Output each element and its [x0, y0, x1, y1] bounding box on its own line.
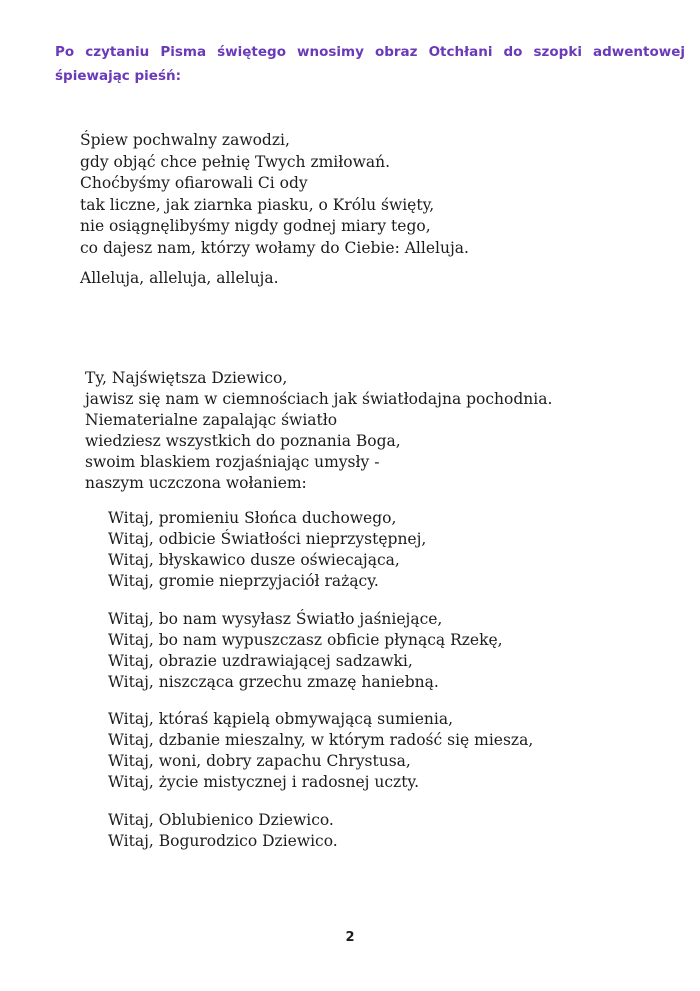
salutation-line: Witaj, odbicie Światłości nieprzystępnej, — [108, 530, 427, 548]
salutation-line: Witaj, obrazie uzdrawiającej sadzawki, — [108, 652, 413, 670]
kontakion-text — [80, 130, 469, 259]
salutation-line: Witaj, Bogurodzico Dziewico. — [108, 832, 338, 850]
verse-line: nie osiągnęlibyśmy nigdy godnej miary tego, — [80, 217, 431, 235]
salutation-line: Witaj, któraś kąpielą obmywającą sumienia, — [108, 710, 454, 728]
salutation-line: Witaj, niszcząca grzechu zmazę haniebną. — [108, 673, 439, 691]
salutation-line: Witaj, błyskawico dusze oświecająca, — [108, 551, 400, 569]
salutation-line: Witaj, woni, dobry zapachu Chrystusa, — [108, 752, 411, 770]
salutation-line: Witaj, Oblubienico Dziewico. — [108, 811, 334, 829]
salutation-stanza-1 — [108, 508, 426, 592]
closing-salutations — [108, 810, 338, 852]
salutation-line: Witaj, życie mistycznej i radosnej uczty. — [108, 773, 420, 791]
verse-line: naszym uczczona wołaniem: — [85, 474, 307, 492]
salutation-line: Witaj, promieniu Słońca duchowego, — [108, 509, 397, 527]
salutation-stanza-3 — [108, 709, 533, 793]
verse-line: jawisz się nam w ciemnościach jak światłodajna pochodnia. — [85, 390, 553, 408]
salutation-line: Witaj, bo nam wypuszczasz obficie płynącą Rzekę, — [108, 631, 503, 649]
salutation-line: Witaj, gromie nieprzyjaciół rażący. — [108, 572, 379, 590]
salutation-line: Witaj, bo nam wysyłasz Światło jaśniejące, — [108, 610, 443, 628]
page-number: 2 — [345, 930, 355, 945]
verse-line: tak liczne, jak ziarnka piasku, o Królu święty, — [80, 195, 435, 214]
refrain — [80, 268, 279, 290]
verse-line: Śpiew pochwalny zawodzi, — [80, 131, 290, 149]
salutation-stanza-2 — [108, 609, 503, 693]
verse-line: co dajesz nam, którzy wołamy do Ciebie: Alleluja. — [80, 238, 469, 257]
verse-line: wiedziesz wszystkich do poznania Boga, — [85, 432, 401, 450]
verse-line: Ty, Najświętsza Dziewico, — [85, 369, 288, 387]
verse-line: Niematerialne zapalając światło — [85, 411, 338, 429]
verse-line: swoim blaskiem rozjaśniając umysły - — [85, 453, 380, 471]
verse-line: gdy objąć chce pełnię Twych zmiłowań. — [80, 152, 391, 171]
verse-line: Choćbyśmy ofiarowali Ci ody — [80, 174, 308, 192]
refrain-line: Alleluja, alleluja, alleluja. — [80, 269, 279, 287]
ikos-intro — [85, 368, 552, 494]
salutation-line: Witaj, dzbanie mieszalny, w którym radość się miesza, — [108, 731, 534, 749]
rubric-instruction: Po czytaniu Pisma świętego wnosimy obraz Otchłani do szopki adwentowej śpiewając pieśń: — [55, 44, 685, 84]
